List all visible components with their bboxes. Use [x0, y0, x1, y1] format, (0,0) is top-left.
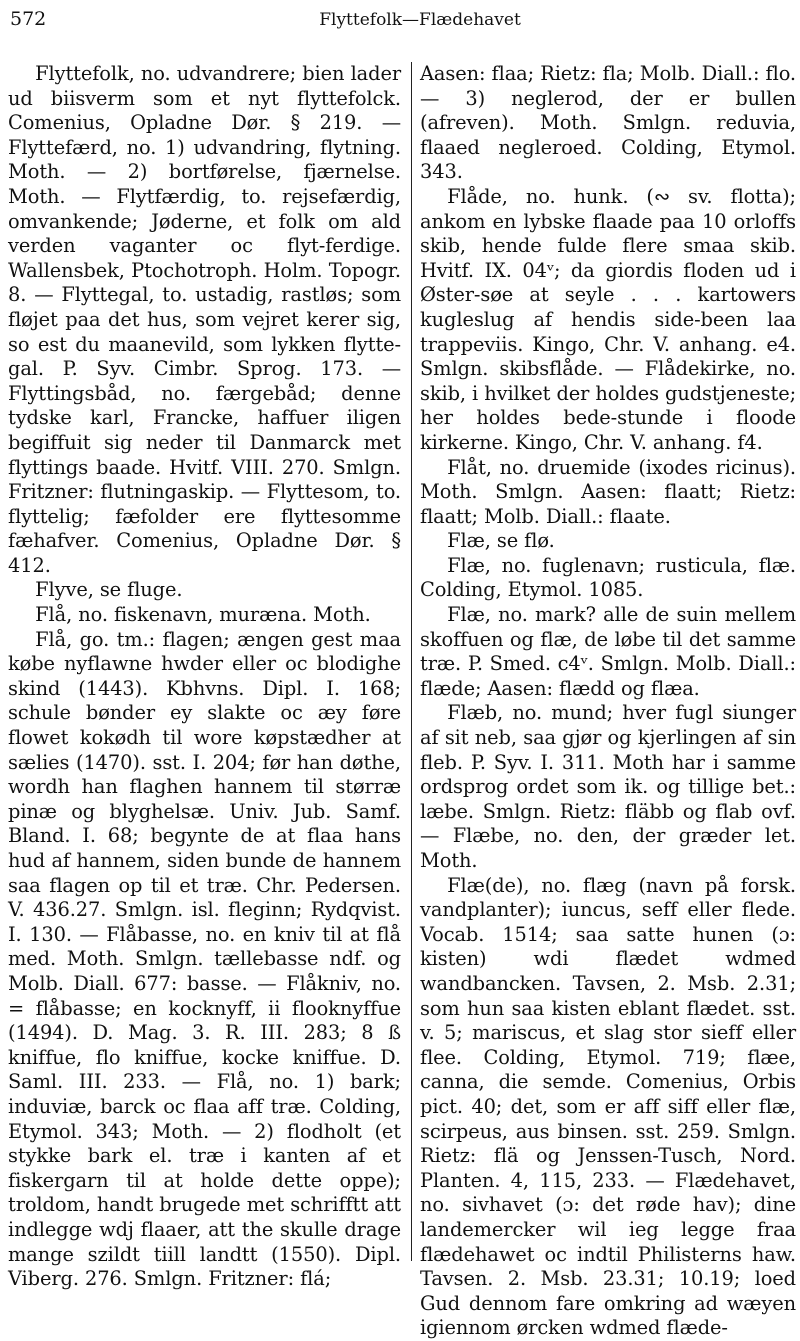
- entry-flae-mark: Flæ, no. mark? alle de suin mellem skoffuen og flæ, de løbe til det samme træ. P. Smed. c4ᵛ. Smlgn. Molb. Diall.: flæde; Aasen: flædd og flæa.: [420, 603, 796, 700]
- entry-flae-see: Flæ, se flø.: [447, 529, 555, 553]
- entry-fla-verb: Flå, go. tm.: flagen; ængen gest maa købe nyflawne hwder eller oc blodighe skind (1443). Kbhvns. Dipl. I. 168; schule bønder ey slakte oc æy føre flowet kokødh til wore køpstædher at sælies (1470). sst. I. 204; før han døthe, wordh han flaghen hannem til størræ pinæ og blyghelsæ. Univ. Jub. Samf. Bland. I. 68; begynte de at flaa hans hud af hannem, siden bunde de hannem saa flagen op til et træ. Chr. Pedersen. V. 436.27. Smlgn. isl. fleginn; Rydqvist. I. 130. — Flåbasse, no. en kniv til at flå med. Moth. Smlgn. tællebasse ndf. og Molb. Diall. 677: basse. — Flåkniv, no. = flåbasse; en kocknyff, ii flooknyffue (1494). D. Mag. 3. R. III. 283; 8 ß kniffue, flo kniffue, kocke kniffue. D. Saml. III. 233. — Flå, no. 1) bark; induviæ, barck oc flaa aff træ. Colding, Etymol. 343; Moth. — 2) flodholt (et stykke bark el. træ i kanten af et fiskergarn til at holde dette oppe); troldom, handt brugede met schrifftt att indlegge wdj flaaer, att the skulle drage mange szildt tiill landtt (1550). Dipl. Viberg. 276. Smlgn. Fritzner: flá;: [8, 627, 401, 1291]
- entry-fla-fish: Flå, no. fiskenavn, muræna. Moth.: [35, 603, 371, 627]
- entry-fla-continued: Aasen: flaa; Rietz: fla; Molb. Diall.: flo. — 3) neglerod, der er bullen (afreven). Moth. Smlgn. reduvia, flaaed negleroed. Colding, Etymol. 343.: [420, 62, 796, 184]
- page-header: [8, 6, 792, 50]
- entry-flaeb: Flæb, no. mund; hver fugl siunger af sit neb, saa gjør og kjerlingen af sin fleb. P. Syv. I. 311. Moth har i samme ordsprog ordet som ik. og tillige bet.: læbe. Smlgn. Rietz: fläbb og flab ovf. — Flæbe, no. den, der græder let. Moth.: [420, 701, 796, 872]
- right-column: [420, 62, 796, 1340]
- column-divider: [411, 62, 412, 1261]
- entry-flaede: Flæ(de), no. flæg (navn på forsk. vandplanter); iuncus, seff eller flede. Vocab. 1514; saa satte hunen (ɔ: kisten) wdi flædet wdmed wandbancken. Tavsen, 2. Msb. 2.31; som hun saa kisten eblant flædet. sst. v. 5; mariscus, et slag stor sieff eller flee. Colding, Etymol. 719; flæe, canna, die semde. Comenius, Orbis pict. 40; det, som er aff siff eller flæ, scirpeus, aus binsen. sst. 259. Smlgn. Rietz: flä og Jenssen-Tusch, Nord. Planten. 4, 115, 233. — Flædehavet, no. sivhavet (ɔ: det røde hav); dine landemercker wil ieg legge fraa flædehawet oc indtil Philisterns haw. Tavsen. 2. Msb. 23.31; 10.19; loed Gud dennom fare omkring ad wæyen igiennom ørcken wdmed flæde-: [420, 873, 796, 1340]
- entry-flyve: Flyve, se fluge.: [35, 578, 183, 602]
- page-number: 572: [10, 8, 47, 30]
- entry-flyttefolk: Flyttefolk, no. udvandrere; bien lader ud biisverm som et nyt flyttefolck. Comenius, Opladne Dør. § 219. — Flyttefærd, no. 1) udvandring, flytning. Moth. — 2) bortførelse, fjærnelse. Moth. — Flytfærdig, to. rejsefærdig, omvankende; Jøderne, et folk om ald verden vaganter oc flyt-ferdige. Wallensbek, Ptochotroph. Holm. Topogr. 8. — Flyttegal, to. ustadig, rastløs; som fløjet paa det hus, som vejret kerer sig, so est du maanevild, som lykken flytte-gal. P. Syv. Cimbr. Sprog. 173. — Flyttingsbåd, no. færgebåd; denne tydske karl, Francke, haffuer iligen begiffuit sig neder til Danmarck met flyttings baade. Hvitf. VIII. 270. Smlgn. Fritzner: flutningaskip. — Flyttesom, to. flyttelig; fæfolder ere flyttesomme fæhafver. Comenius, Opladne Dør. § 412.: [8, 62, 401, 577]
- entry-flat: Flåt, no. druemide (ixodes ricinus). Moth. Smlgn. Aasen: flaatt; Rietz: flaatt; Molb. Diall.: flaate.: [420, 455, 796, 528]
- entry-flade: Flåde, no. hunk. (∾ sv. flotta); ankom en lybske flaade paa 10 orloffs skib, hende fulde flere smaa skib. Hvitf. IX. 04ᵛ; da giordis floden ud i Øster-søe at seyle . . . kartowers kugleslug af hendis side-been laa trappeviis. Kingo, Chr. V. anhang. e4. Smlgn. skibsflåde. — Flådekirke, no. skib, i hvilket der holdes gudstjeneste; her holdes bede-stunde i floode kirkerne. Kingo, Chr. V. anhang. f4.: [420, 184, 796, 454]
- text-columns: [8, 62, 796, 1340]
- entry-flae-bird: Flæ, no. fuglenavn; rusticula, flæ. Colding, Etymol. 1085.: [420, 553, 796, 602]
- running-head: Flyttefolk—Flædehavet: [319, 10, 521, 30]
- left-column: [8, 62, 401, 1291]
